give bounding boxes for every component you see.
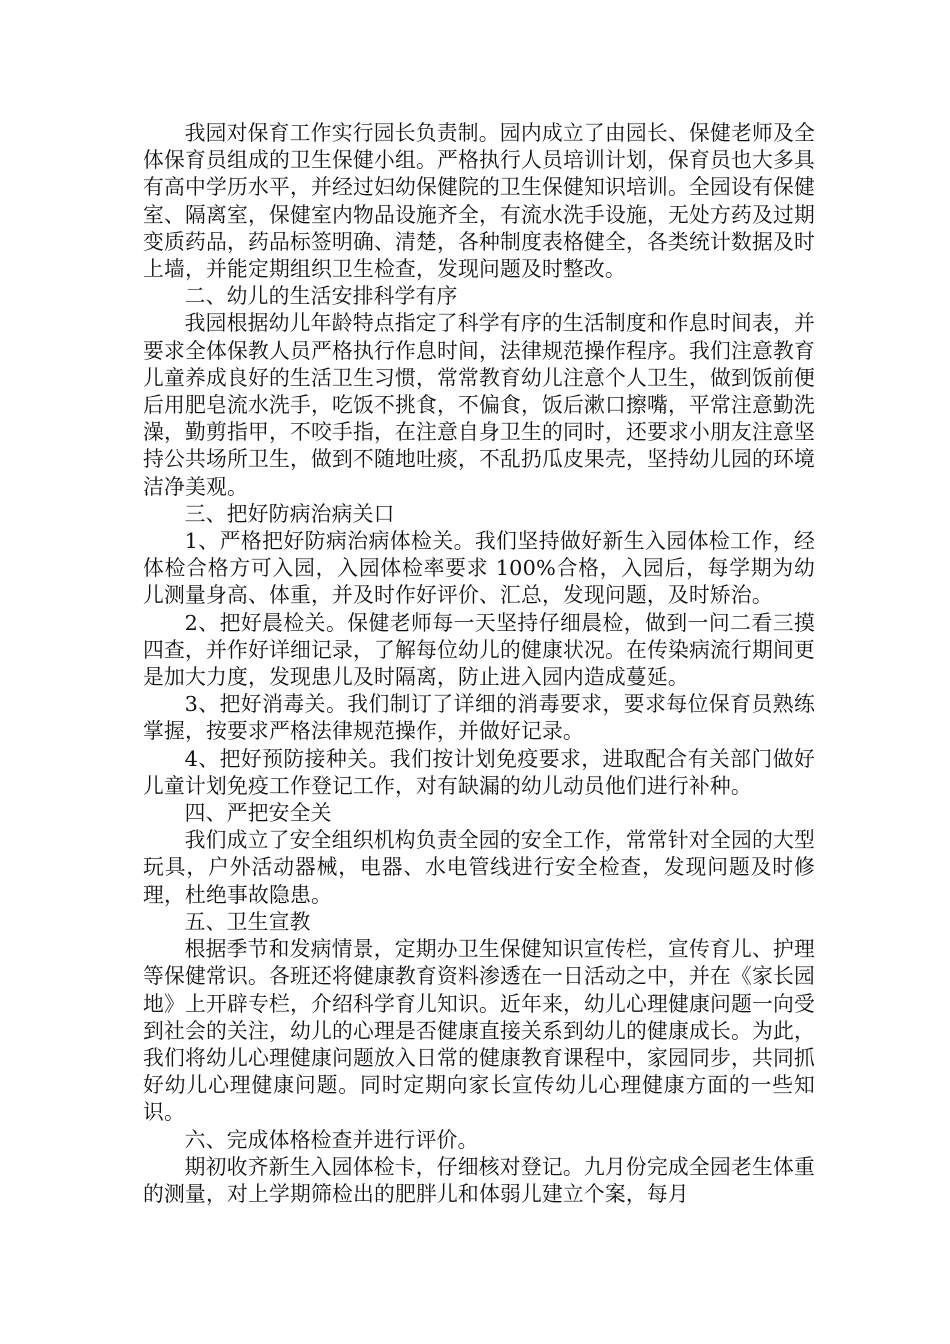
section-heading-disease-prevention: 三、把好防病治病关口 [184, 501, 395, 526]
paragraph-vaccination: 4、把好预防接种关。我们按计划免疫要求，进取配合有关部门做好儿童计划免疫工作登记工作，对有缺漏的幼儿动员他们进行补种。 [143, 746, 815, 798]
section-heading-safety: 四、严把安全关 [184, 801, 332, 826]
paragraph-physical-exam: 1、严格把好防病治病体检关。我们坚持做好新生入园体检工作，经体检合格方可入园，入园体检率要求 100%合格，入园后，每学期为幼儿测量身高、体重，并及时作好评价、汇总，发现问题，及时矫治。 [143, 529, 815, 608]
section-heading-physical-check: 六、完成体格检查并进行评价。 [184, 1127, 479, 1152]
document-body [143, 120, 815, 1208]
paragraph-disinfection: 3、把好消毒关。我们制订了详细的消毒要求，要求每位保育员熟练掌握，按要求严格法律规范操作，并做好记录。 [143, 692, 815, 744]
paragraph-health-management: 我园对保育工作实行园长负责制。园内成立了由园长、保健老师及全体保育员组成的卫生保健小组。严格执行人员培训计划，保育员也大多具有高中学历水平，并经过妇幼保健院的卫生保健知识培训。全园设有保健室、隔离室，保健室内物品设施齐全，有流水洗手设施，无处方药及过期变质药品，药品标签明确、清楚，各种制度表格健全，各类统计数据及时上墙，并能定期组织卫生检查，发现问题及时整改。 [143, 121, 815, 282]
paragraph-daily-routine: 我园根据幼儿年龄特点指定了科学有序的生活制度和作息时间表，并要求全体保教人员严格执行作息时间，法律规范操作程序。我们注意教育儿童养成良好的生活卫生习惯，常常教育幼儿注意个人卫生，做到饭前便后用肥皂流水洗手，吃饭不挑食，不偏食，饭后漱口擦嘴，平常注意勤洗澡，勤剪指甲，不咬手指，在注意自身卫生的同时，还要求小朋友注意坚持公共场所卫生，做到不随地吐痰，不乱扔瓜皮果壳，坚持幼儿园的环境洁净美观。 [143, 311, 815, 499]
paragraph-safety: 我们成立了安全组织机构负责全园的安全工作，常常针对全园的大型玩具，户外活动器械，电器、水电管线进行安全检查，发现问题及时修理，杜绝事故隐患。 [143, 828, 815, 907]
section-heading-health-education: 五、卫生宣教 [184, 909, 311, 934]
paragraph-morning-check: 2、把好晨检关。保健老师每一天坚持仔细晨检，做到一问二看三摸四查，并作好详细记录，了解每位幼儿的健康状况。在传染病流行期间更是加大力度，发现患儿及时隔离，防止进入园内造成蔓延。 [143, 610, 815, 690]
paragraph-physical-check: 期初收齐新生入园体检卡，仔细核对登记。九月份完成全园老生体重的测量，对上学期筛检出的肥胖儿和体弱儿建立个案，每月 [143, 1154, 815, 1206]
paragraph-health-education: 根据季节和发病情景，定期办卫生保健知识宣传栏，宣传育儿、护理等保健常识。各班还将健康教育资料渗透在一日活动之中，并在《家长园地》上开辟专栏，介绍科学育儿知识。近年来，幼儿心理健康问题一向受到社会的关注，幼儿的心理是否健康直接关系到幼儿的健康成长。为此，我们将幼儿心理健康问题放入日常的健康教育课程中，家园同步，共同抓好幼儿心理健康问题。同时定期向家长宣传幼儿心理健康方面的一些知识。 [143, 937, 815, 1125]
section-heading-daily-routine: 二、幼儿的生活安排科学有序 [184, 284, 458, 309]
